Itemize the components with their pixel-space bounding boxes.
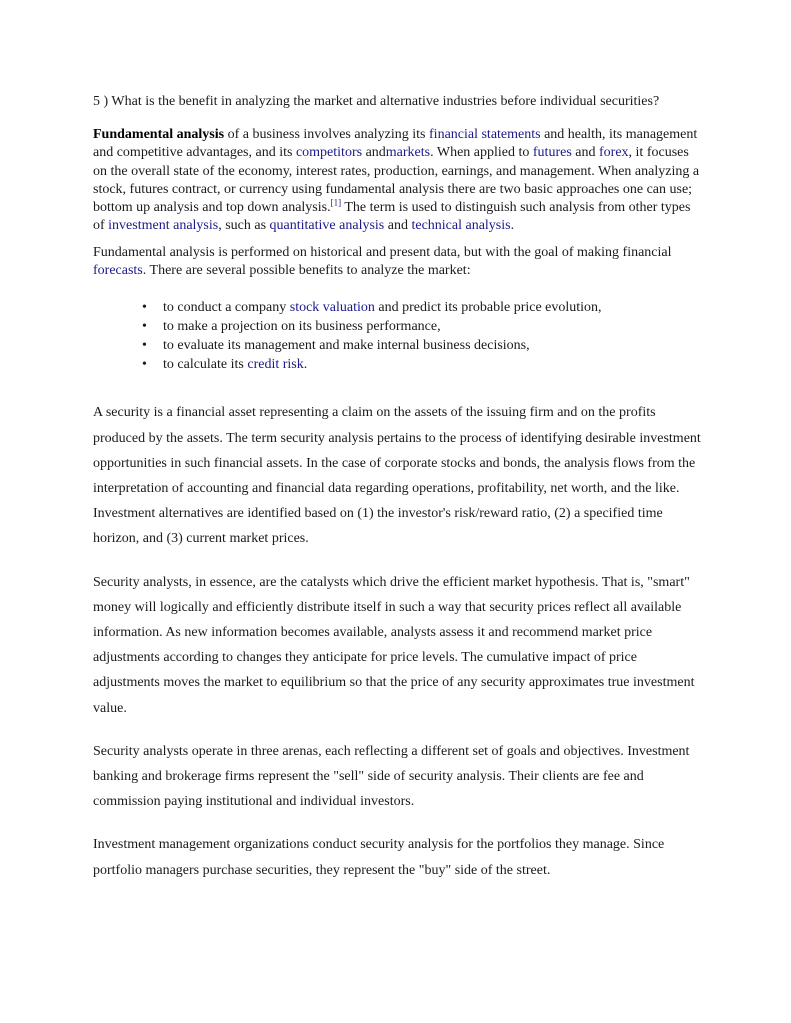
efficient-market-paragraph: Security analysts, in essence, are the catalysts which drive the efficient market hypothesis. That is, "smart" money will logically and efficiently distribute itself in such a way that security prices reflect all available information. As new information becomes available, analysts assess it and recommend market price adjustments according to changes they anticipate for price levels. The cumulative impact of price adjustments moves the market to equilibrium so that the price of any security approximates true investment value.	[93, 574, 695, 716]
link-investment-analysis[interactable]: investment analysis	[108, 218, 219, 234]
question-heading: 5 ) What is the benefit in analyzing the market and alternative industries before individual securities?	[93, 94, 660, 109]
list-item: • to evaluate its management and make internal business decisions,	[142, 338, 530, 354]
link-credit-risk[interactable]: credit risk	[247, 357, 304, 373]
link-quantitative-analysis[interactable]: quantitative analysis	[269, 218, 385, 234]
bullet-icon: •	[142, 357, 147, 373]
link-competitors[interactable]: competitors	[295, 145, 363, 161]
list-item: • to make a projection on its business performance,	[142, 319, 441, 335]
investment-management-paragraph: Investment management organizations conduct security analysis for the portfolios they manage. Since portfolio managers purchase securities, they represent the "buy" side of the street.	[93, 837, 665, 878]
bullet-icon: •	[142, 319, 147, 335]
link-financial-statements[interactable]: financial statements	[429, 127, 541, 142]
document-page	[93, 92, 703, 901]
historical-data-paragraph: Fundamental analysis is performed on historical and present data, but with the goal of making financial forecasts. There are several possible benefits to analyze the market:	[93, 244, 672, 279]
link-stock-valuation[interactable]: stock valuation	[289, 300, 375, 316]
three-arenas-paragraph: Security analysts operate in three arenas, each reflecting a different set of goals and objectives. Investment banking and brokerage firms represent the "sell" side of security analysis. Their clients are fee and commission paying institutional and individual investors.	[93, 743, 690, 810]
list-item: • to calculate its credit risk.	[142, 357, 308, 373]
security-definition-paragraph: A security is a financial asset representing a claim on the assets of the issuing firm and on the profits produced by the assets. The term security analysis pertains to the process of identifying desirable investment opportunities in such financial assets. In the case of corporate stocks and bonds, the analysis flows from the interpretation of accounting and financial data regarding operations, profitability, net worth, and the like. Investment alternatives are identified based on (1) the investor's risk/reward ratio, (2) a specified time horizon, and (3) current market prices.	[93, 405, 701, 547]
bullet-icon: •	[142, 338, 147, 354]
link-forecasts[interactable]: forecasts	[93, 263, 143, 279]
bullet-icon: •	[142, 300, 147, 316]
link-futures[interactable]: futures	[532, 145, 572, 161]
fundamental-analysis-paragraph: Fundamental analysis of a business involves analyzing its financial statements and health, its management and competitive advantages, and its competitors andmarkets. When applied to futures and forex, it focuses on the overall state of the economy, interest rates, production, earnings, and management. When analyzing a stock, futures contract, or currency using fundamental analysis there are two basic approaches one can use; bottom up analysis and top down analysis.[1] The term is used to distinguish such analysis from other types of investment analysis, such as quantitative analysis and technical analysis.	[93, 127, 700, 234]
bold-term: Fundamental analysis	[93, 127, 225, 142]
link-forex[interactable]: forex	[599, 145, 629, 161]
list-item: • to conduct a company stock valuation and predict its probable price evolution,	[142, 300, 602, 316]
link-markets[interactable]: markets	[385, 145, 431, 161]
benefits-list	[93, 298, 703, 374]
link-technical-analysis[interactable]: technical analysis	[411, 218, 511, 234]
reference-link[interactable]: [1]	[330, 197, 342, 208]
